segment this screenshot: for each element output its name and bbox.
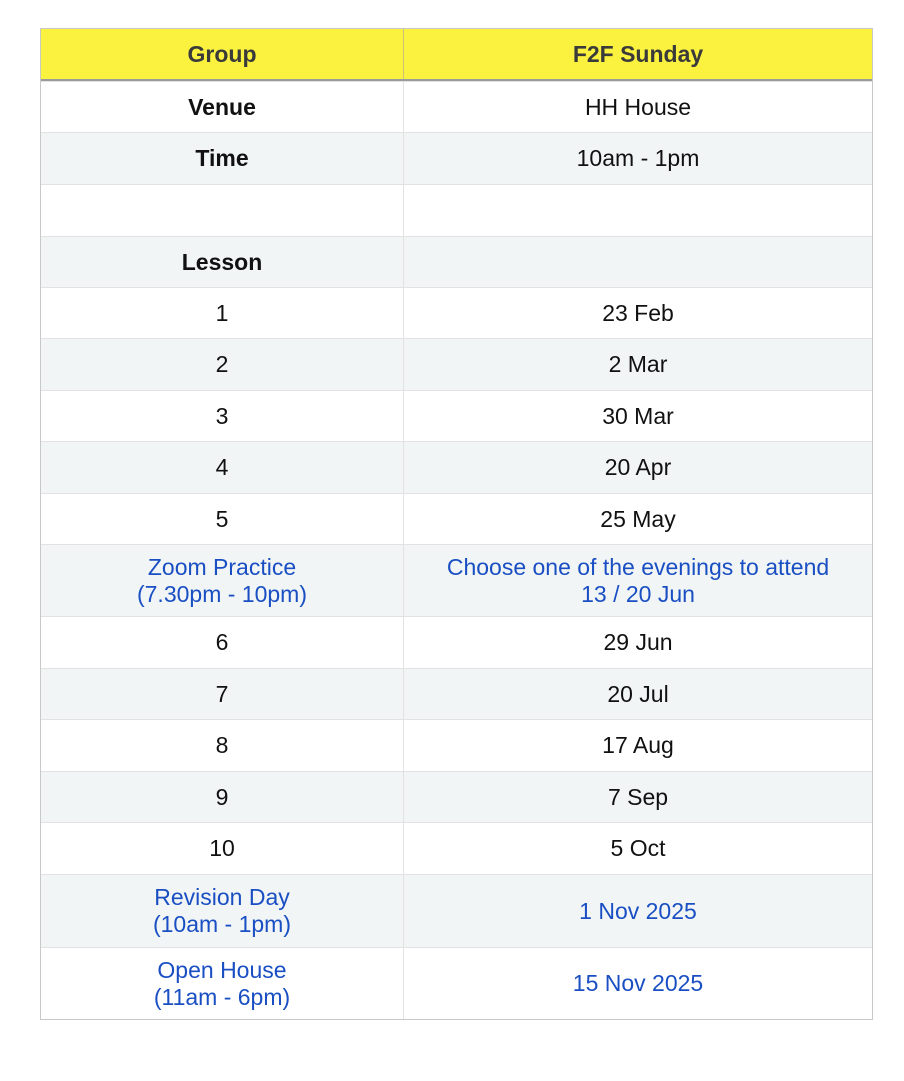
lesson-row <box>41 390 872 441</box>
header-group: Group <box>41 29 404 79</box>
lesson-row <box>41 822 872 874</box>
lesson-row <box>41 493 872 544</box>
lesson-row <box>41 287 872 338</box>
lesson-row <box>41 771 872 822</box>
time-label: Time <box>41 133 404 184</box>
blank-value <box>404 185 872 236</box>
lesson-number: 10 <box>41 823 404 874</box>
blank-label <box>41 185 404 236</box>
revision-day-date: 1 Nov 2025 <box>579 897 697 924</box>
lesson-heading-value <box>404 237 872 287</box>
lesson-number: 1 <box>41 288 404 338</box>
lesson-number: 6 <box>41 617 404 668</box>
time-value: 10am - 1pm <box>576 145 700 171</box>
lesson-number: 2 <box>41 339 404 390</box>
revision-day-row <box>41 874 872 947</box>
open-house-label <box>41 948 404 1019</box>
open-house-date: 15 Nov 2025 <box>572 970 704 996</box>
open-house-row <box>41 947 872 1019</box>
time-row <box>41 132 872 184</box>
schedule-table <box>40 28 873 1020</box>
lesson-number: 9 <box>41 772 404 822</box>
header-f2f-sunday: F2F Sunday <box>572 40 704 67</box>
lesson-date: 23 Feb <box>602 299 674 326</box>
lesson-row <box>41 338 872 390</box>
venue-value: HH House <box>584 93 692 120</box>
revision-day-title: Revision Day <box>154 884 290 910</box>
lesson-date: 25 May <box>600 505 676 532</box>
zoom-practice-row <box>41 544 872 616</box>
lesson-row <box>41 668 872 719</box>
lesson-date: 5 Oct <box>610 835 666 861</box>
zoom-practice-dates: 13 / 20 Jun <box>581 580 695 607</box>
lesson-row <box>41 719 872 771</box>
lesson-heading: Lesson <box>41 237 404 287</box>
revision-day-time: (10am - 1pm) <box>152 911 292 937</box>
lesson-date: 17 Aug <box>602 732 674 758</box>
lesson-number: 5 <box>41 494 404 544</box>
zoom-practice-value <box>404 545 872 616</box>
lesson-date: 2 Mar <box>608 351 668 377</box>
zoom-practice-title: Zoom Practice <box>147 553 297 580</box>
zoom-practice-time: (7.30pm - 10pm) <box>136 580 307 607</box>
lesson-number: 3 <box>41 391 404 441</box>
lesson-number: 7 <box>41 669 404 719</box>
lesson-number: 4 <box>41 442 404 493</box>
open-house-time: (11am - 6pm) <box>153 983 291 1010</box>
table-header-row <box>41 29 872 81</box>
venue-label: Venue <box>41 82 404 132</box>
lesson-heading-row <box>41 236 872 287</box>
venue-row <box>41 81 872 132</box>
lesson-number: 8 <box>41 720 404 771</box>
open-house-title: Open House <box>157 956 287 983</box>
lesson-row <box>41 616 872 668</box>
lesson-date: 20 Apr <box>604 454 672 480</box>
lesson-date: 29 Jun <box>603 629 673 655</box>
lesson-row <box>41 441 872 493</box>
revision-day-label <box>41 875 404 947</box>
zoom-practice-instruction: Choose one of the evenings to attend <box>446 553 830 580</box>
lesson-date: 30 Mar <box>602 402 674 429</box>
blank-row <box>41 184 872 236</box>
zoom-practice-label <box>41 545 404 616</box>
lesson-date: 7 Sep <box>607 783 669 810</box>
lesson-date: 20 Jul <box>607 680 669 707</box>
